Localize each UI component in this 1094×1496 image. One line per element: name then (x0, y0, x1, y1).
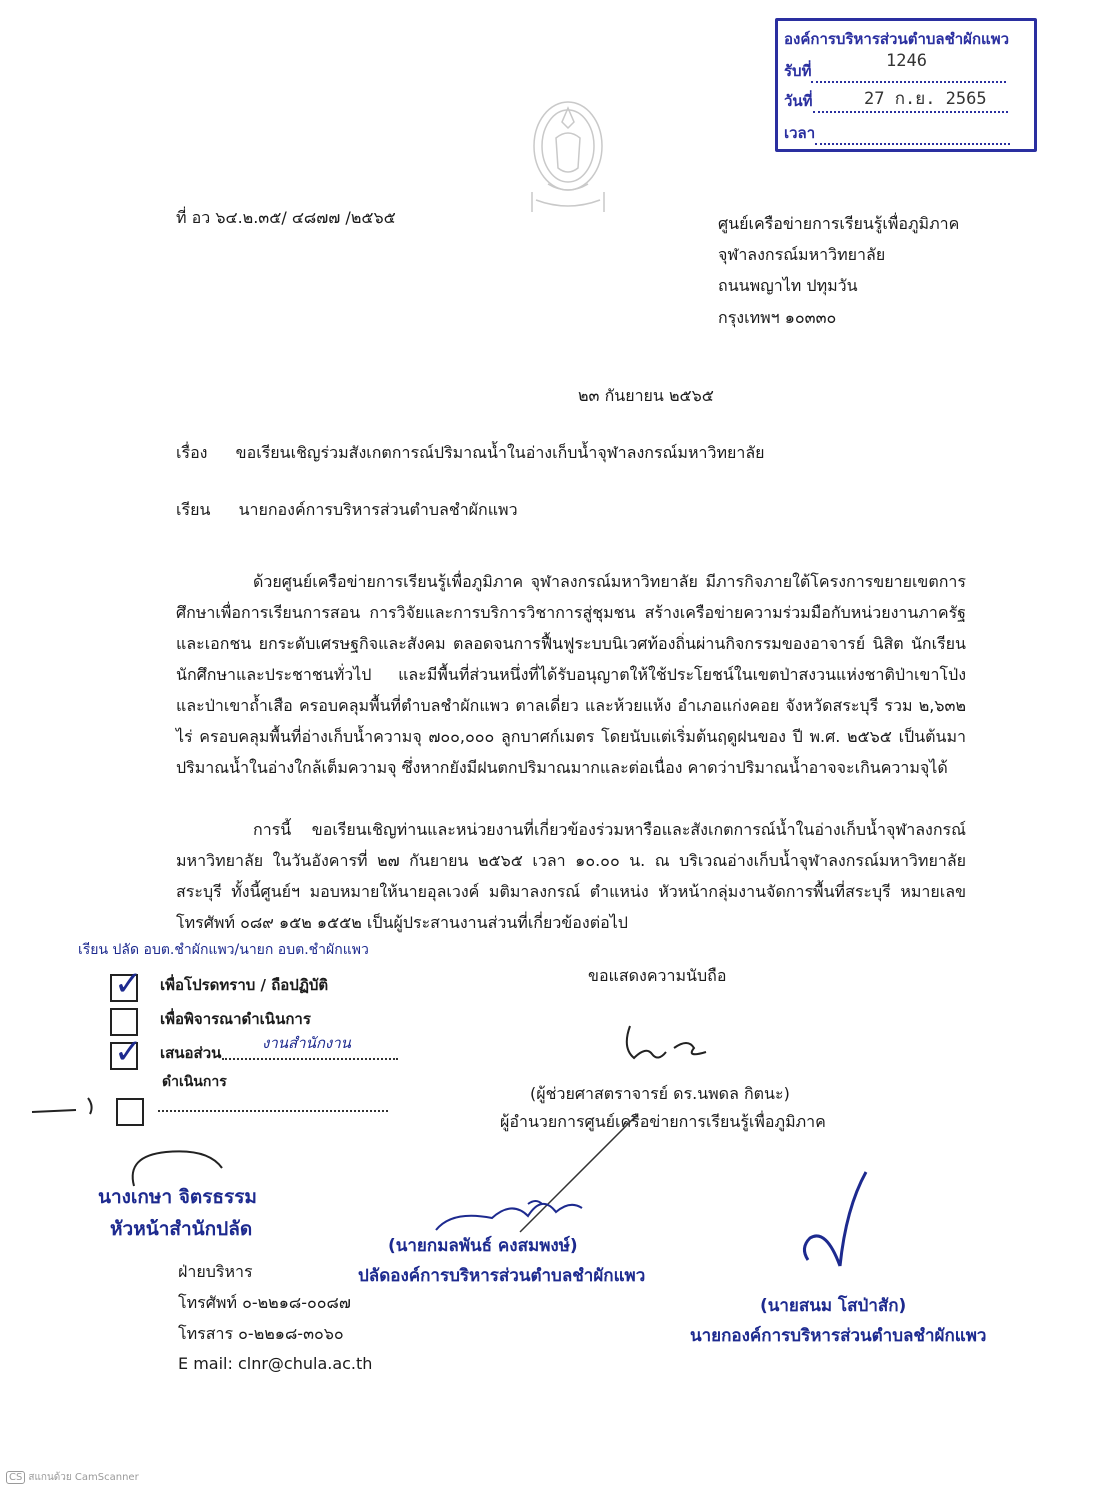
director-name: (ผู้ช่วยศาสตราจารย์ ดร.นพดล กิตนะ) (530, 1084, 790, 1103)
mayor-signature (796, 1168, 880, 1272)
scanner-watermark (6, 1470, 139, 1485)
stamp-received-no: 1246 (886, 51, 927, 71)
mayor-name: (นายสนม โสป่าสัก) (760, 1296, 907, 1316)
check-mark-icon: ✓ (114, 1032, 143, 1072)
address-line: ถนนพญาไท ปทุมวัน (718, 276, 858, 296)
routing-header: เรียน ปลัด อบต.ชำผักแพว/นายก อบต.ชำผักแพว (78, 942, 369, 958)
head-office-name: นางเกษา จิตรธรรม (98, 1186, 257, 1208)
address-line: กรุงเทพฯ ๑๐๓๓๐ (718, 307, 837, 327)
subject-label: เรื่อง (176, 443, 208, 462)
subject-text: ขอเรียนเชิญร่วมสังเกตการณ์ปริมาณน้ำในอ่างเก็บน้ำจุฬาลงกรณ์มหาวิทยาลัย (235, 443, 765, 462)
stamp-date-value: 27 ก.ย. 2565 (864, 89, 987, 109)
director-title: ผู้อำนวยการศูนย์เครือข่ายการเรียนรู้เพื่อภูมิภาค (500, 1112, 826, 1131)
recipient-text: นายกองค์การบริหารส่วนตำบลชำผักแพว (238, 500, 518, 519)
deputy-title: ปลัดองค์การบริหารส่วนตำบลชำผักแพว (358, 1266, 646, 1286)
routing-option-1: เพื่อโปรดทราบ / ถือปฏิบัติ (160, 976, 329, 994)
director-signature (618, 1018, 718, 1074)
deputy-name: (นายกมลพันธ์ คงสมพงษ์) (388, 1236, 578, 1256)
reference-number: ที่ อว ๖๔.๒.๓๕/ ๔๘๗๗ /๒๕๖๕ (176, 208, 396, 227)
letter-date: ๒๓ กันยายน ๒๕๖๕ (578, 386, 714, 405)
routing-option-3: เสนอส่วน (160, 1044, 222, 1062)
deputy-signature (432, 1190, 592, 1240)
stamp-received-label: รับที่ (784, 62, 812, 80)
routing-option-4-line (158, 1110, 388, 1112)
stamp-date-label: วันที่ (784, 92, 813, 110)
body-paragraph-2: การนี้ ขอเรียนเชิญท่านและหน่วยงานที่เกี่ยวข้องร่วมหารือและสังเกตการณ์น้ำในอ่างเก็บน้ำจุฬาลงกรณ์มหาวิทยาลัย ในวันอังคารที่ ๒๗ กันยายน ๒๕๖๕ เวลา ๑๐.๐๐ น. ณ บริเวณอ่างเก็บน้ำจุฬาลงกรณ์มหาวิทยาลัย สระบุรี ทั้งนี้ศูนย์ฯ มอบหมายให้นายอุลเวงค์ มติมาลงกรณ์ ตำแหน่ง หัวหน้ากลุ่มงานจัดการพื้นที่สระบุรี หมายเลขโทรศัพท์ ๐๘๙ ๑๕๒ ๑๕๕๒ เป็นผู้ประสานงานส่วนที่เกี่ยวข้องต่อไป (176, 820, 966, 932)
routing-option-2: เพื่อพิจารณาดำเนินการ (160, 1010, 311, 1028)
emblem-icon (518, 88, 618, 218)
recipient-label: เรียน (176, 500, 211, 519)
mayor-title: นายกองค์การบริหารส่วนตำบลชำผักแพว (690, 1326, 987, 1346)
address-line: ศูนย์เครือข่ายการเรียนรู้เพื่อภูมิภาค (718, 214, 960, 233)
address-line: จุฬาลงกรณ์มหาวิทยาลัย (718, 245, 886, 265)
stamp-org: องค์การบริหารส่วนตำบลชำผักแพว (784, 30, 1010, 48)
subject-line (176, 443, 765, 462)
routing-option-4: ดำเนินการ (162, 1074, 227, 1090)
routing-checkbox-4[interactable] (116, 1098, 144, 1126)
head-office-title: หัวหน้าสำนักปลัด (110, 1218, 253, 1240)
camscanner-icon: CS (6, 1471, 25, 1484)
contact-dept: ฝ่ายบริหาร (178, 1262, 253, 1281)
check-mark-icon: ✓ (114, 964, 143, 1004)
scanner-text: สแกนด้วย CamScanner (28, 1472, 139, 1483)
body-paragraph-1: ด้วยศูนย์เครือข่ายการเรียนรู้เพื่อภูมิภาค จุฬาลงกรณ์มหาวิทยาลัย มีภารกิจภายใต้โครงการขยายเขตการศึกษาเพื่อการเรียนการสอน การวิจัยและการบริการวิชาการสู่ชุมชน สร้างเครือข่ายความร่วมมือกับหน่วยงานภาครัฐและเอกชน ยกระดับเศรษฐกิจและสังคม ตลอดจนการฟื้นฟูระบบนิเวศท้องถิ่นผ่านกิจกรรมของอาจารย์ นิสิต นักเรียน นักศึกษาและประชาชนทั่วไป และมีพื้นที่ส่วนหนึ่งที่ได้รับอนุญาตให้ใช้ประโยชน์ในเขตป่าสงวนแห่งชาติป่าเขาโป่งและป่าเขาถ้ำเสือ ครอบคลุมพื้นที่ตำบลชำผักแพว ตาลเดี่ยว และห้วยแห้ง อำเภอแก่งคอย จังหวัดสระบุรี รวม ๒,๖๓๒ ไร่ ครอบคลุมพื้นที่อ่างเก็บน้ำความจุ ๗๐๐,๐๐๐ ลูกบาศก์เมตร โดยนับแต่เริ่มต้นฤดูฝนของ ปี พ.ศ. ๒๕๖๕ เป็นต้นมา ปริมาณน้ำในอ่างใกล้เต็มความจุ ซึ่งหากยังมีฝนตกปริมาณมากและต่อเนื่อง คาดว่าปริมาณน้ำอาจจะเกินความจุได้ (176, 572, 966, 777)
sender-address (718, 214, 959, 327)
contact-fax: โทรสาร ๐-๒๒๑๘-๓๐๖๐ (178, 1324, 344, 1343)
head-office-signature (126, 1146, 226, 1190)
stamp-time-label: เวลา (784, 124, 816, 142)
recipient-line (176, 500, 518, 519)
receive-stamp (775, 18, 1037, 152)
handwritten-mark (30, 1094, 100, 1118)
contact-email: E mail: clnr@chula.ac.th (178, 1354, 373, 1373)
closing: ขอแสดงความนับถือ (588, 966, 727, 985)
routing-option-3-line (222, 1058, 398, 1060)
contact-phone: โทรศัพท์ ๐-๒๒๑๘-๐๐๘๗ (178, 1293, 351, 1312)
routing-option-3-handwritten: งานสำนักงาน (262, 1034, 351, 1052)
